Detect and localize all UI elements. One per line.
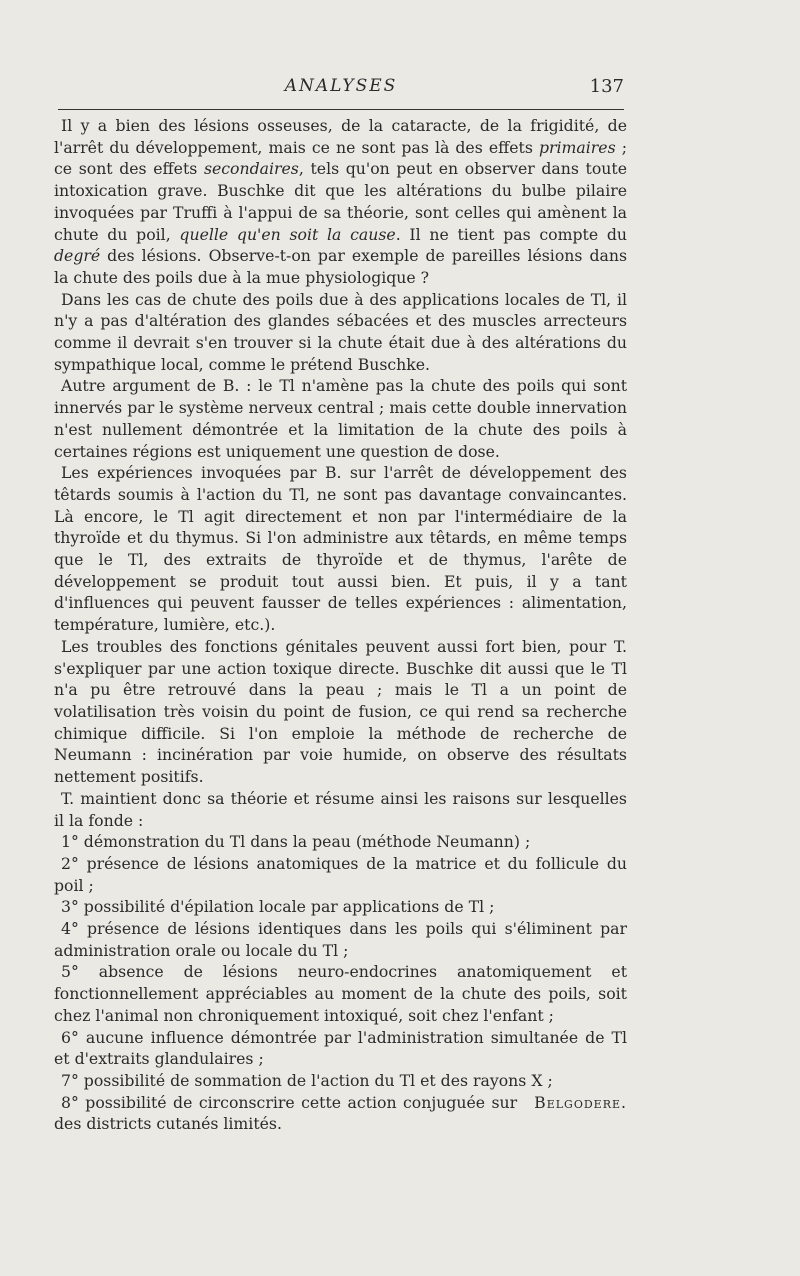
list-item: 3° possibilité d'épilation locale par applications de Tl ; — [61, 897, 495, 917]
emphasis-degre: degré — [54, 246, 101, 266]
running-title: ANALYSES — [284, 76, 398, 96]
list-item: 4° présence de lésions identiques dans les poils qui s'éliminent par administration orale ou locale du Tl ; — [54, 919, 627, 960]
list-item: Belgodere. 8° possibilité de circonscrire cette action conjuguée sur des districts cutanés limités. — [54, 1092, 627, 1134]
page-number: 137 — [589, 76, 624, 97]
list-item: 5° absence de lésions neuro-endocrines anatomiquement et fonctionnellement appréciables au moment de la chute des poils, soit chez l'animal non chroniquement intoxiqué, soit chez l'enfant ; — [54, 962, 627, 1025]
paragraph: Il y a bien des lésions osseuses, de la cataracte, de la frigidité, de l'arrêt du développement, mais ce ne sont pas là des effets primaires ; ce sont des effets secondaires, tels qu'on peut en observer dans toute intoxication grave. Buschke dit que les altérations du bulbe pilaire invoquées par Truffi à l'appui de sa théorie, sont celles qui amènent la chute du poil, quelle qu'en soit la cause. Il ne tient pas compte du degré des lésions. Observe-t-on par exemple de pareilles lésions dans la chute des poils due à la mue physiologique ? — [54, 116, 627, 287]
emphasis-secondaires: secondaires — [203, 159, 299, 179]
paragraph: Autre argument de B. : le Tl n'amène pas la chute des poils qui sont innervés par le système nerveux central ; mais cette double innervation n'est nullement démontrée et la limitation de la chute des poils à certaines régions est uniquement une question de dose. — [54, 376, 627, 461]
paragraph: Les expériences invoquées par B. sur l'arrêt de développement des têtards soumis à l'action du Tl, ne sont pas davantage convaincantes. Là encore, le Tl agit directement et non par l'intermédiaire de la thyroïde et du thymus. Si l'on administre aux têtards, en même temps que le Tl, des extraits de thyroïde et de thymus, l'arête de développement se produit tout aussi bien. Et puis, il y a tant d'influences qui peuvent fausser de telles expériences : alimentation, température, lumière, etc.). — [54, 463, 627, 635]
list-item: 7° possibilité de sommation de l'action du Tl et des rayons X ; — [61, 1070, 553, 1090]
list-item: 1° démonstration du Tl dans la peau (méthode Neumann) ; — [61, 832, 531, 852]
list-item: 2° présence de lésions anatomiques de la matrice et du follicule du poil ; — [54, 853, 627, 895]
emphasis-primaires: primaires — [538, 137, 616, 157]
paragraph: T. maintient donc sa théorie et résume ainsi les raisons sur lesquelles il la fonde : — [54, 788, 627, 830]
article-body — [54, 115, 627, 1135]
paragraph: Les troubles des fonctions génitales peuvent aussi fort bien, pour T. s'expliquer par une action toxique directe. Buschke dit aussi que le Tl n'a pu être retrouvé dans la peau ; mais le Tl a un point de volatilisation très voisin du point de fusion, ce qui rend sa recherche chimique difficile. Si l'on emploie la méthode de recherche de Neumann : incinération par voie humide, on observe des résultats nettement positifs. — [54, 636, 627, 787]
emphasis-cause: quelle qu'en soit la cause — [179, 224, 396, 244]
page-header — [58, 72, 624, 102]
paragraph: Dans les cas de chute des poils due à des applications locales de Tl, il n'y a pas d'altération des glandes sébacées et des muscles arrecteurs comme il devrait s'en trouver si la chute était due à des altérations du sympathique local, comme le prétend Buschke. — [54, 289, 627, 374]
list-item: 6° aucune influence démontrée par l'administration simultanée de Tl et d'extraits glandulaires ; — [54, 1027, 627, 1069]
header-rule — [58, 109, 624, 110]
author-signature: Belgodere. — [534, 1092, 627, 1112]
